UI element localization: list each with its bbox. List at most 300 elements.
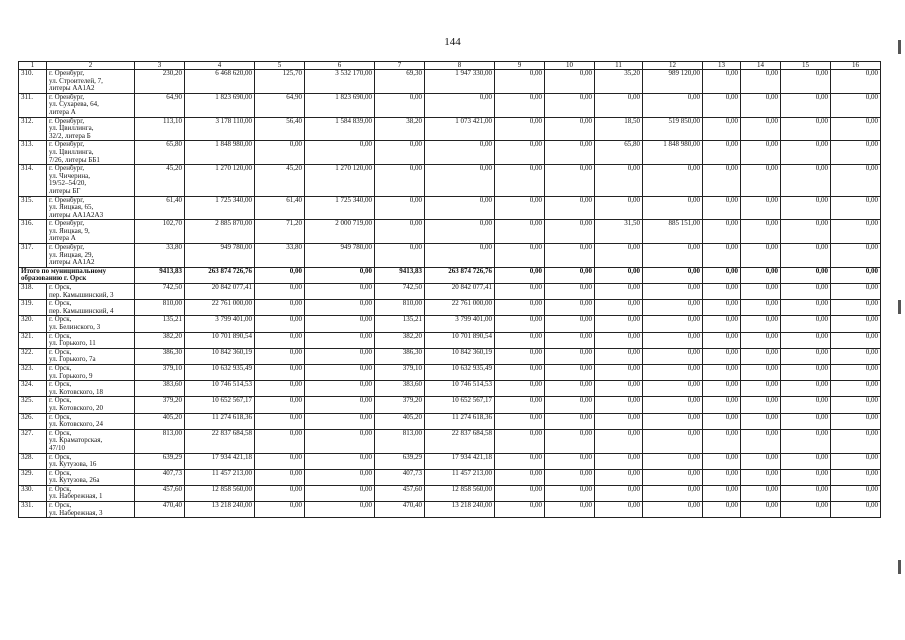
row-number: 321. — [19, 332, 47, 348]
value-cell: 0,00 — [703, 117, 741, 141]
value-cell: 13 218 240,00 — [185, 502, 255, 518]
table-row — [19, 413, 881, 429]
value-cell: 0,00 — [703, 429, 741, 453]
value-cell: 0,00 — [595, 397, 643, 413]
value-cell: 0,00 — [425, 220, 495, 244]
value-cell: 20 842 077,41 — [425, 284, 495, 300]
address-cell: г. Оренбург, ул. Яицкая, 9, литера А — [47, 220, 135, 244]
value-cell: 0,00 — [831, 117, 881, 141]
value-cell: 0,00 — [495, 300, 545, 316]
value-cell: 0,00 — [255, 284, 305, 300]
value-cell: 0,00 — [595, 316, 643, 332]
table-row — [19, 220, 881, 244]
value-cell: 0,00 — [495, 332, 545, 348]
value-cell: 407,73 — [375, 469, 425, 485]
value-cell: 0,00 — [741, 244, 781, 268]
value-cell: 0,00 — [545, 485, 595, 501]
value-cell: 0,00 — [495, 429, 545, 453]
value-cell: 1 725 340,00 — [305, 196, 375, 220]
value-cell: 0,00 — [495, 381, 545, 397]
value-cell: 0,00 — [305, 348, 375, 364]
column-number: 9 — [495, 62, 545, 70]
value-cell: 0,00 — [595, 244, 643, 268]
address-cell: г. Орск, ул. Горького, 11 — [47, 332, 135, 348]
value-cell: 0,00 — [545, 348, 595, 364]
value-cell: 17 934 421,18 — [425, 453, 495, 469]
value-cell: 0,00 — [781, 381, 831, 397]
address-cell: г. Оренбург, ул. Цвиллинга, 32/2, литера Б — [47, 117, 135, 141]
value-cell: 0,00 — [305, 397, 375, 413]
value-cell: 0,00 — [643, 397, 703, 413]
value-cell: 0,00 — [545, 502, 595, 518]
value-cell: 0,00 — [305, 300, 375, 316]
value-cell: 0,00 — [831, 429, 881, 453]
column-number: 6 — [305, 62, 375, 70]
column-number: 7 — [375, 62, 425, 70]
value-cell: 0,00 — [643, 469, 703, 485]
value-cell: 0,00 — [781, 469, 831, 485]
value-cell: 3 799 401,00 — [185, 316, 255, 332]
page-number: 144 — [444, 36, 461, 48]
table-row — [19, 244, 881, 268]
address-cell: г. Орск, ул. Горького, 7а — [47, 348, 135, 364]
value-cell: 382,20 — [135, 332, 185, 348]
value-cell: 0,00 — [425, 165, 495, 196]
row-number: 326. — [19, 413, 47, 429]
value-cell: 0,00 — [375, 165, 425, 196]
table-row — [19, 316, 881, 332]
value-cell: 0,00 — [545, 70, 595, 94]
value-cell: 0,00 — [831, 316, 881, 332]
value-cell: 10 842 360,19 — [185, 348, 255, 364]
value-cell: 61,40 — [135, 196, 185, 220]
value-cell: 0,00 — [595, 413, 643, 429]
value-cell: 0,00 — [831, 93, 881, 117]
table-row — [19, 284, 881, 300]
value-cell: 0,00 — [305, 267, 375, 283]
value-cell: 0,00 — [831, 469, 881, 485]
row-number: 310. — [19, 70, 47, 94]
value-cell: 0,00 — [643, 413, 703, 429]
value-cell: 33,80 — [135, 244, 185, 268]
value-cell: 0,00 — [595, 165, 643, 196]
value-cell: 0,00 — [375, 220, 425, 244]
value-cell: 0,00 — [741, 413, 781, 429]
value-cell: 0,00 — [703, 220, 741, 244]
value-cell: 0,00 — [643, 284, 703, 300]
value-cell: 0,00 — [703, 244, 741, 268]
value-cell: 0,00 — [703, 469, 741, 485]
value-cell: 263 874 726,76 — [185, 267, 255, 283]
row-number: 322. — [19, 348, 47, 364]
value-cell: 0,00 — [703, 267, 741, 283]
value-cell: 0,00 — [495, 284, 545, 300]
column-number: 12 — [643, 62, 703, 70]
value-cell: 22 837 684,58 — [425, 429, 495, 453]
value-cell: 1 584 839,00 — [305, 117, 375, 141]
row-number: 311. — [19, 93, 47, 117]
value-cell: 0,00 — [495, 70, 545, 94]
total-label: Итого по муниципальному образованию г. Орск — [19, 267, 135, 283]
value-cell: 0,00 — [831, 244, 881, 268]
value-cell: 0,00 — [741, 316, 781, 332]
value-cell: 1 823 690,00 — [305, 93, 375, 117]
row-number: 323. — [19, 364, 47, 380]
value-cell: 0,00 — [545, 397, 595, 413]
value-cell: 20 842 077,41 — [185, 284, 255, 300]
value-cell: 0,00 — [495, 397, 545, 413]
value-cell: 0,00 — [305, 364, 375, 380]
value-cell: 0,00 — [425, 196, 495, 220]
value-cell: 0,00 — [781, 429, 831, 453]
value-cell: 810,00 — [135, 300, 185, 316]
value-cell: 383,60 — [135, 381, 185, 397]
address-cell: г. Орск, пер. Камышинский, 4 — [47, 300, 135, 316]
value-cell: 742,50 — [135, 284, 185, 300]
value-cell: 0,00 — [781, 220, 831, 244]
value-cell: 0,00 — [741, 381, 781, 397]
value-cell: 2 000 719,00 — [305, 220, 375, 244]
value-cell: 0,00 — [741, 485, 781, 501]
value-cell: 0,00 — [831, 485, 881, 501]
value-cell: 0,00 — [741, 429, 781, 453]
value-cell: 0,00 — [741, 397, 781, 413]
value-cell: 0,00 — [595, 502, 643, 518]
value-cell: 0,00 — [595, 348, 643, 364]
scan-edge-mark — [898, 40, 901, 54]
value-cell: 519 850,00 — [643, 117, 703, 141]
row-number: 315. — [19, 196, 47, 220]
value-cell: 639,29 — [135, 453, 185, 469]
value-cell: 135,21 — [375, 316, 425, 332]
value-cell: 0,00 — [255, 364, 305, 380]
value-cell: 0,00 — [495, 196, 545, 220]
value-cell: 0,00 — [595, 469, 643, 485]
value-cell: 1 725 340,00 — [185, 196, 255, 220]
value-cell: 0,00 — [495, 93, 545, 117]
value-cell: 0,00 — [305, 284, 375, 300]
value-cell: 11 457 213,00 — [425, 469, 495, 485]
address-cell: г. Орск, пер. Камышинский, 3 — [47, 284, 135, 300]
value-cell: 0,00 — [741, 348, 781, 364]
value-cell: 0,00 — [831, 220, 881, 244]
value-cell: 6 468 620,00 — [185, 70, 255, 94]
value-cell: 0,00 — [595, 485, 643, 501]
value-cell: 0,00 — [255, 381, 305, 397]
address-cell: г. Оренбург, ул. Чичерина, 19/52–54/20, литеры БГ — [47, 165, 135, 196]
table-row — [19, 429, 881, 453]
value-cell: 0,00 — [495, 485, 545, 501]
value-cell: 379,20 — [375, 397, 425, 413]
value-cell: 0,00 — [741, 284, 781, 300]
value-cell: 0,00 — [545, 141, 595, 165]
value-cell: 0,00 — [643, 332, 703, 348]
value-cell: 1 270 120,00 — [305, 165, 375, 196]
value-cell: 810,00 — [375, 300, 425, 316]
value-cell: 0,00 — [781, 244, 831, 268]
value-cell: 10 701 890,54 — [185, 332, 255, 348]
value-cell: 0,00 — [831, 381, 881, 397]
value-cell: 457,60 — [375, 485, 425, 501]
table-row — [19, 485, 881, 501]
address-cell: г. Орск, ул. Котовского, 18 — [47, 381, 135, 397]
value-cell: 9413,83 — [135, 267, 185, 283]
total-row — [19, 267, 881, 283]
value-cell: 65,80 — [135, 141, 185, 165]
value-cell: 0,00 — [781, 413, 831, 429]
table-row — [19, 364, 881, 380]
value-cell: 0,00 — [643, 93, 703, 117]
value-cell: 0,00 — [781, 284, 831, 300]
value-cell: 0,00 — [595, 364, 643, 380]
value-cell: 0,00 — [255, 332, 305, 348]
value-cell: 0,00 — [703, 397, 741, 413]
row-number: 327. — [19, 429, 47, 453]
value-cell: 12 858 560,00 — [425, 485, 495, 501]
value-cell: 0,00 — [741, 267, 781, 283]
register-table — [18, 61, 881, 518]
row-number: 318. — [19, 284, 47, 300]
value-cell: 0,00 — [375, 141, 425, 165]
value-cell: 9413,83 — [375, 267, 425, 283]
value-cell: 0,00 — [741, 469, 781, 485]
value-cell: 0,00 — [781, 502, 831, 518]
table-row — [19, 332, 881, 348]
table-row — [19, 300, 881, 316]
value-cell: 0,00 — [831, 453, 881, 469]
value-cell: 0,00 — [495, 502, 545, 518]
value-cell: 0,00 — [425, 244, 495, 268]
address-cell: г. Оренбург, ул. Яицкая, 29, литеры АА1А2 — [47, 244, 135, 268]
value-cell: 0,00 — [255, 502, 305, 518]
address-cell: г. Орск, ул. Набережная, 3 — [47, 502, 135, 518]
value-cell: 113,10 — [135, 117, 185, 141]
column-number: 8 — [425, 62, 495, 70]
value-cell: 0,00 — [495, 244, 545, 268]
value-cell: 0,00 — [703, 165, 741, 196]
value-cell: 0,00 — [643, 165, 703, 196]
value-cell: 0,00 — [495, 453, 545, 469]
value-cell: 0,00 — [305, 469, 375, 485]
value-cell: 1 947 330,00 — [425, 70, 495, 94]
address-cell: г. Орск, ул. Кутузова, 16 — [47, 453, 135, 469]
value-cell: 0,00 — [255, 348, 305, 364]
value-cell: 0,00 — [703, 300, 741, 316]
value-cell: 11 457 213,00 — [185, 469, 255, 485]
value-cell: 0,00 — [545, 364, 595, 380]
value-cell: 1 848 980,00 — [643, 141, 703, 165]
value-cell: 0,00 — [255, 429, 305, 453]
value-cell: 0,00 — [781, 485, 831, 501]
table-row — [19, 117, 881, 141]
value-cell: 0,00 — [255, 413, 305, 429]
value-cell: 0,00 — [305, 453, 375, 469]
value-cell: 0,00 — [831, 70, 881, 94]
column-number-row — [19, 62, 881, 70]
scan-edge-mark — [898, 300, 901, 314]
value-cell: 64,90 — [135, 93, 185, 117]
value-cell: 10 746 514,53 — [425, 381, 495, 397]
value-cell: 457,60 — [135, 485, 185, 501]
value-cell: 405,20 — [375, 413, 425, 429]
value-cell: 12 858 560,00 — [185, 485, 255, 501]
value-cell: 470,40 — [135, 502, 185, 518]
value-cell: 135,21 — [135, 316, 185, 332]
address-cell: г. Оренбург, ул. Яицкая, 65, литеры АА1А2А3 — [47, 196, 135, 220]
value-cell: 0,00 — [595, 284, 643, 300]
value-cell: 1 823 690,00 — [185, 93, 255, 117]
column-number: 2 — [47, 62, 135, 70]
value-cell: 0,00 — [545, 381, 595, 397]
value-cell: 0,00 — [703, 485, 741, 501]
value-cell: 0,00 — [595, 453, 643, 469]
value-cell: 0,00 — [741, 117, 781, 141]
value-cell: 0,00 — [781, 332, 831, 348]
value-cell: 0,00 — [305, 141, 375, 165]
column-number: 16 — [831, 62, 881, 70]
value-cell: 0,00 — [595, 196, 643, 220]
address-cell: г. Орск, ул. Краматорская, 47/10 — [47, 429, 135, 453]
value-cell: 0,00 — [545, 413, 595, 429]
value-cell: 0,00 — [595, 332, 643, 348]
value-cell: 64,90 — [255, 93, 305, 117]
table-row — [19, 502, 881, 518]
row-number: 330. — [19, 485, 47, 501]
value-cell: 13 218 240,00 — [425, 502, 495, 518]
value-cell: 470,40 — [375, 502, 425, 518]
value-cell: 0,00 — [305, 429, 375, 453]
value-cell: 0,00 — [781, 117, 831, 141]
value-cell: 405,20 — [135, 413, 185, 429]
value-cell: 22 837 684,58 — [185, 429, 255, 453]
value-cell: 0,00 — [545, 300, 595, 316]
value-cell: 0,00 — [831, 284, 881, 300]
value-cell: 0,00 — [741, 196, 781, 220]
table-row — [19, 141, 881, 165]
row-number: 313. — [19, 141, 47, 165]
value-cell: 35,20 — [595, 70, 643, 94]
value-cell: 379,10 — [375, 364, 425, 380]
value-cell: 0,00 — [703, 141, 741, 165]
value-cell: 0,00 — [781, 316, 831, 332]
value-cell: 0,00 — [831, 348, 881, 364]
value-cell: 0,00 — [495, 348, 545, 364]
value-cell: 949 780,00 — [185, 244, 255, 268]
column-number: 10 — [545, 62, 595, 70]
value-cell: 0,00 — [545, 469, 595, 485]
table-row — [19, 397, 881, 413]
value-cell: 0,00 — [375, 244, 425, 268]
value-cell: 0,00 — [545, 196, 595, 220]
value-cell: 0,00 — [643, 196, 703, 220]
value-cell: 17 934 421,18 — [185, 453, 255, 469]
value-cell: 0,00 — [781, 348, 831, 364]
value-cell: 71,20 — [255, 220, 305, 244]
value-cell: 0,00 — [545, 429, 595, 453]
value-cell: 0,00 — [643, 364, 703, 380]
value-cell: 0,00 — [495, 364, 545, 380]
value-cell: 0,00 — [545, 284, 595, 300]
table-row — [19, 453, 881, 469]
value-cell: 22 761 000,00 — [185, 300, 255, 316]
table-row — [19, 70, 881, 94]
value-cell: 230,20 — [135, 70, 185, 94]
value-cell: 0,00 — [305, 332, 375, 348]
value-cell: 10 632 935,49 — [425, 364, 495, 380]
value-cell: 0,00 — [425, 93, 495, 117]
value-cell: 0,00 — [781, 165, 831, 196]
table-row — [19, 196, 881, 220]
value-cell: 45,20 — [255, 165, 305, 196]
value-cell: 813,00 — [375, 429, 425, 453]
value-cell: 2 885 870,00 — [185, 220, 255, 244]
row-number: 320. — [19, 316, 47, 332]
value-cell: 125,70 — [255, 70, 305, 94]
value-cell: 0,00 — [545, 453, 595, 469]
value-cell: 407,73 — [135, 469, 185, 485]
value-cell: 0,00 — [703, 453, 741, 469]
value-cell: 10 842 360,19 — [425, 348, 495, 364]
value-cell: 742,50 — [375, 284, 425, 300]
row-number: 324. — [19, 381, 47, 397]
address-cell: г. Оренбург, ул. Сухарева, 64, литера А — [47, 93, 135, 117]
value-cell: 382,20 — [375, 332, 425, 348]
value-cell: 0,00 — [495, 117, 545, 141]
value-cell: 0,00 — [643, 348, 703, 364]
value-cell: 0,00 — [305, 413, 375, 429]
value-cell: 56,40 — [255, 117, 305, 141]
value-cell: 0,00 — [781, 300, 831, 316]
value-cell: 0,00 — [595, 267, 643, 283]
value-cell: 0,00 — [375, 93, 425, 117]
value-cell: 0,00 — [495, 469, 545, 485]
column-number: 13 — [703, 62, 741, 70]
value-cell: 0,00 — [643, 316, 703, 332]
value-cell: 0,00 — [643, 300, 703, 316]
value-cell: 0,00 — [781, 196, 831, 220]
value-cell: 0,00 — [255, 141, 305, 165]
value-cell: 0,00 — [703, 332, 741, 348]
value-cell: 10 652 567,17 — [185, 397, 255, 413]
value-cell: 0,00 — [741, 332, 781, 348]
value-cell: 0,00 — [545, 117, 595, 141]
value-cell: 0,00 — [305, 381, 375, 397]
value-cell: 639,29 — [375, 453, 425, 469]
value-cell: 3 178 110,00 — [185, 117, 255, 141]
value-cell: 0,00 — [255, 397, 305, 413]
value-cell: 0,00 — [741, 502, 781, 518]
row-number: 325. — [19, 397, 47, 413]
address-cell: г. Орск, ул. Горького, 9 — [47, 364, 135, 380]
value-cell: 0,00 — [703, 70, 741, 94]
value-cell: 0,00 — [781, 364, 831, 380]
value-cell: 0,00 — [781, 93, 831, 117]
column-number: 3 — [135, 62, 185, 70]
value-cell: 0,00 — [643, 485, 703, 501]
value-cell: 0,00 — [545, 316, 595, 332]
value-cell: 0,00 — [495, 165, 545, 196]
value-cell: 102,70 — [135, 220, 185, 244]
value-cell: 989 120,00 — [643, 70, 703, 94]
value-cell: 386,30 — [375, 348, 425, 364]
value-cell: 0,00 — [255, 469, 305, 485]
value-cell: 0,00 — [741, 70, 781, 94]
address-cell: г. Орск, ул. Набережная, 1 — [47, 485, 135, 501]
value-cell: 22 761 000,00 — [425, 300, 495, 316]
value-cell: 0,00 — [741, 300, 781, 316]
value-cell: 0,00 — [703, 93, 741, 117]
value-cell: 0,00 — [781, 70, 831, 94]
